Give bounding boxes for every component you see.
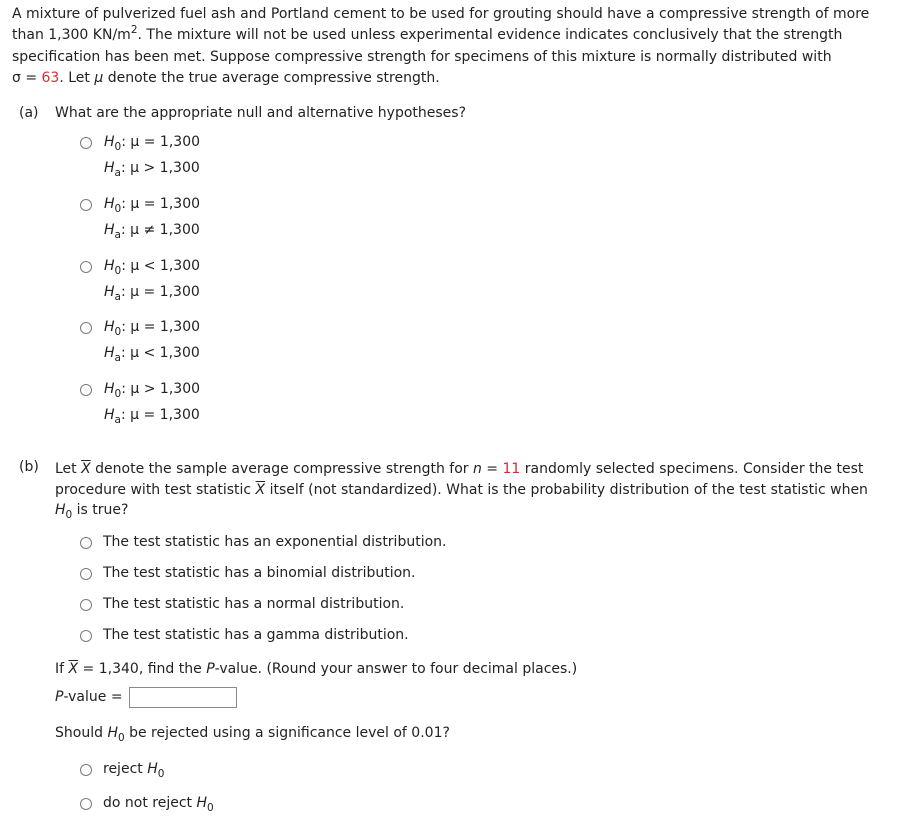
hypothesis-4-h0: $H_0$: μ = 1,300	[104, 319, 201, 338]
pvalue-input[interactable]	[129, 687, 237, 708]
distribution-option-normal: The test statistic has a normal distribution.	[103, 596, 405, 612]
hypothesis-1-h0: $H_0$: μ = 1,300	[104, 134, 201, 153]
distribution-option-gamma: The test statistic has a gamma distribution.	[103, 627, 409, 643]
sample-size-value: 11	[502, 461, 521, 477]
not-reject-h0-radio[interactable]	[80, 798, 92, 810]
xbar-symbol: $\overline{X}$	[81, 461, 91, 477]
hypothesis-5-h0: $H_0$: μ > 1,300	[104, 381, 201, 400]
not-reject-h0-label: do not reject $H_0$	[103, 795, 214, 814]
sigma-label: σ =	[12, 70, 42, 86]
hypothesis-1-ha: $H_a$: μ > 1,300	[104, 160, 200, 179]
hypothesis-3-ha: $H_a$: μ = 1,300	[104, 284, 200, 303]
pvalue-question: If $\overline{X} = 1,340$, find the P-value. (Round your answer to four decimal places.)	[55, 661, 578, 677]
hypothesis-radio-1[interactable]	[80, 137, 92, 149]
distribution-radio-binomial[interactable]	[80, 568, 92, 580]
hypothesis-radio-5[interactable]	[80, 384, 92, 396]
hypothesis-radio-3[interactable]	[80, 261, 92, 273]
intro-text-1: A mixture of pulverized fuel ash and Portland cement to be used for grouting should have a compressive strength of more than 1,300 KN/m	[12, 6, 870, 43]
mu-symbol: μ	[94, 70, 104, 86]
part-a-label: (a)	[19, 105, 39, 121]
hypothesis-3-h0: $H_0$: μ < 1,300	[104, 258, 201, 277]
hypothesis-4-ha: $H_a$: μ < 1,300	[104, 345, 200, 364]
distribution-option-binomial: The test statistic has a binomial distribution.	[103, 565, 416, 581]
hypothesis-2-h0: $H_0$: μ = 1,300	[104, 196, 201, 215]
reject-question: Should $H_0$ be rejected using a significance level of 0.01?	[55, 725, 450, 744]
intro-text-4: denote the true average compressive strength.	[103, 70, 440, 86]
distribution-radio-gamma[interactable]	[80, 630, 92, 642]
part-a-question: What are the appropriate null and alternative hypotheses?	[55, 105, 467, 121]
distribution-option-exponential: The test statistic has an exponential distribution.	[103, 534, 447, 550]
hypothesis-radio-2[interactable]	[80, 199, 92, 211]
part-b-label: (b)	[19, 459, 39, 475]
part-b-question: Let $\overline{X}$ denote the sample average compressive strength for n = 11 randomly selected specimens. Consider the test procedure with test statistic $\overline{X}$ itself (not standardized). What is the probability distribution of the test statistic when $H_0$ is true?	[55, 461, 868, 521]
sigma-value: 63	[41, 70, 60, 86]
distribution-radio-normal[interactable]	[80, 599, 92, 611]
intro-text-3: . Let	[59, 70, 95, 86]
intro-superscript: 2	[130, 24, 138, 36]
intro-text-2: . The mixture will not be used unless experimental evidence indicates conclusively that the strength specification has been met. Suppose compressive strength for specimens of this mixture is normally distributed with	[12, 27, 843, 65]
hypothesis-5-ha: $H_a$: μ = 1,300	[104, 407, 200, 426]
hypothesis-2-ha: $H_a$: μ ≠ 1,300	[104, 222, 200, 241]
reject-h0-radio[interactable]	[80, 764, 92, 776]
hypothesis-radio-4[interactable]	[80, 322, 92, 334]
pvalue-label: P-value =	[55, 689, 123, 705]
distribution-radio-exponential[interactable]	[80, 537, 92, 549]
problem-intro	[12, 4, 902, 89]
reject-h0-label: reject $H_0$	[103, 761, 165, 780]
